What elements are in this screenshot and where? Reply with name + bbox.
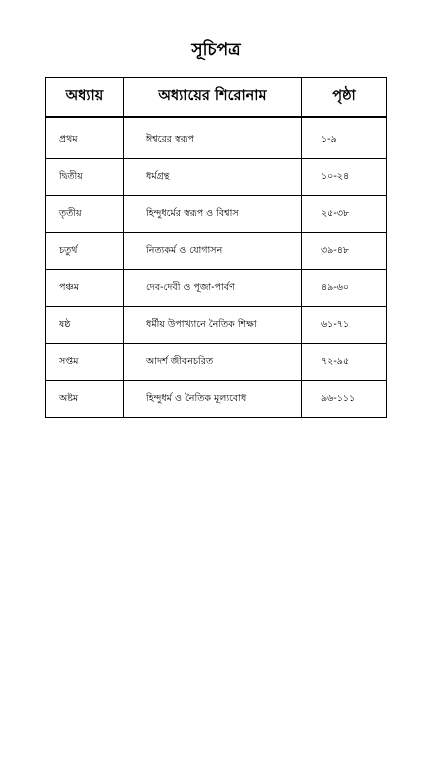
page-range-cell: ১০-২৪ (302, 159, 387, 196)
chapter-cell: চতুর্থ (46, 233, 124, 270)
page-range-cell: ১-৯ (302, 117, 387, 159)
page-range-cell: ৩৯-৪৮ (302, 233, 387, 270)
column-header-title: অধ্যায়ের শিরোনাম (124, 78, 302, 118)
chapter-title-cell: ধর্মগ্রন্থ (124, 159, 302, 196)
chapter-title-cell: হিন্দুধর্ম ও নৈতিক মূল্যবোধ (124, 381, 302, 418)
chapter-title-cell: ঈশ্বরের স্বরূপ (124, 117, 302, 159)
table-row (46, 233, 387, 270)
page-range-cell: ৯৬-১১১ (302, 381, 387, 418)
chapter-cell: ষষ্ঠ (46, 307, 124, 344)
table-row (46, 117, 387, 159)
page-title: সূচিপত্র (191, 40, 241, 60)
chapter-cell: তৃতীয় (46, 196, 124, 233)
page-range-cell: ৪৯-৬০ (302, 270, 387, 307)
column-header-page: পৃষ্ঠা (302, 78, 387, 118)
chapter-cell: পঞ্চম (46, 270, 124, 307)
table-row (46, 344, 387, 381)
page-range-cell: ৬১-৭১ (302, 307, 387, 344)
chapter-cell: অষ্টম (46, 381, 124, 418)
table-of-contents (45, 77, 387, 418)
chapter-title-cell: ধর্মীয় উপাখ্যানে নৈতিক শিক্ষা (124, 307, 302, 344)
page-range-cell: ৭২-৯৫ (302, 344, 387, 381)
chapter-cell: সপ্তম (46, 344, 124, 381)
chapter-title-cell: আদর্শ জীবনচরিত (124, 344, 302, 381)
chapter-cell: প্রথম (46, 117, 124, 159)
table-row (46, 307, 387, 344)
chapter-title-cell: দেব-দেবী ও পূজা-পার্বণ (124, 270, 302, 307)
table-row (46, 270, 387, 307)
page-range-cell: ২৫-৩৮ (302, 196, 387, 233)
table-row (46, 159, 387, 196)
chapter-cell: দ্বিতীয় (46, 159, 124, 196)
table-header-row (46, 78, 387, 118)
table-row (46, 196, 387, 233)
column-header-chapter: অধ্যায় (46, 78, 124, 118)
table-row (46, 381, 387, 418)
chapter-title-cell: নিত্যকর্ম ও যোগাসন (124, 233, 302, 270)
chapter-title-cell: হিন্দুধর্মের স্বরূপ ও বিশ্বাস (124, 196, 302, 233)
